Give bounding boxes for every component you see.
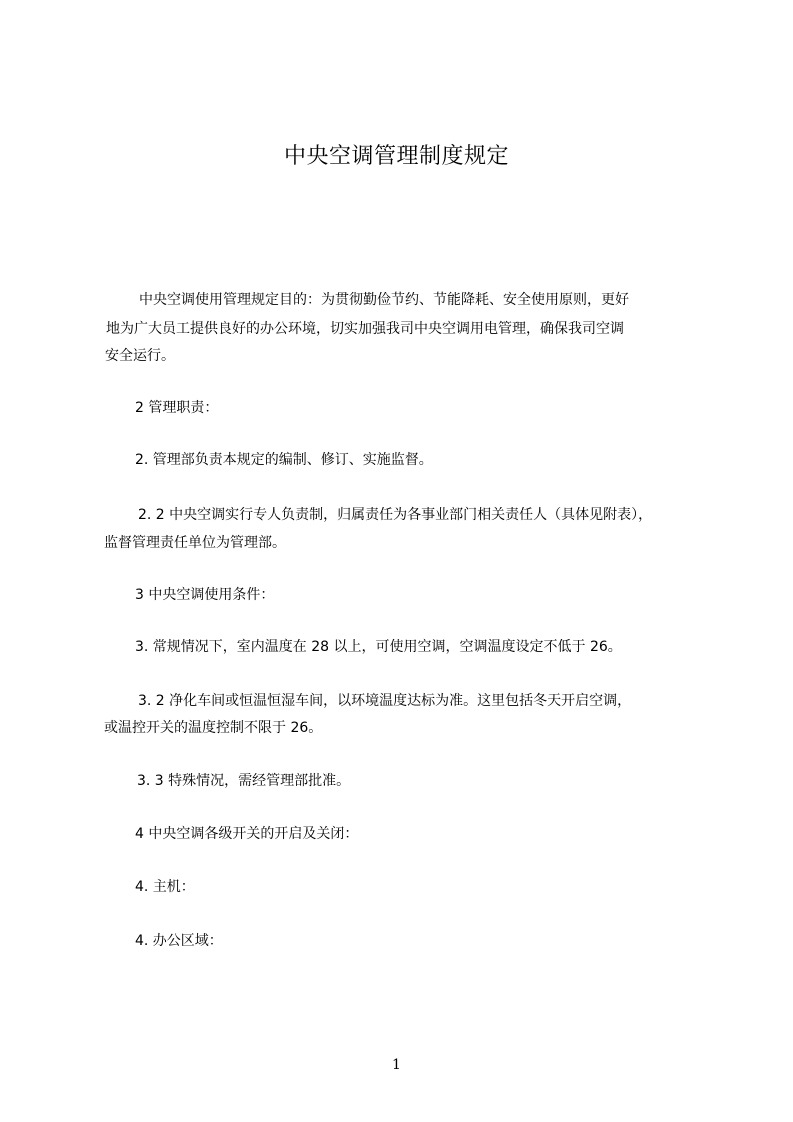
section-heading-responsibilities: 2 管理职责： <box>135 400 219 416</box>
page-number: 1 <box>392 1057 401 1073</box>
section-heading-switches: 4 中央空调各级开关的开启及关闭： <box>135 826 359 842</box>
paragraph-responsibility-2-line-2: 监督管理责任单位为管理部。 <box>104 535 286 551</box>
paragraph-condition-3: 3. 3 特殊情况，需经管理部批准。 <box>137 773 351 789</box>
paragraph-condition-2-line-1: 3. 2 净化车间或恒温恒湿车间，以环境温度达标为准。这里包括冬天开启空调， <box>138 693 632 709</box>
paragraph-condition-2-line-2: 或温控开关的温度控制不限于 26。 <box>104 720 323 736</box>
paragraph-purpose-line-1: 中央空调使用管理规定目的：为贯彻勤俭节约、节能降耗、安全使用原则，更好 <box>139 292 629 308</box>
paragraph-responsibility-1: 2. 管理部负责本规定的编制、修订、实施监督。 <box>135 452 433 468</box>
section-heading-usage-conditions: 3 中央空调使用条件： <box>135 587 275 603</box>
paragraph-purpose-line-3: 安全运行。 <box>105 348 175 364</box>
document-title: 中央空调管理制度规定 <box>283 144 509 169</box>
paragraph-responsibility-2-line-1: 2. 2 中央空调实行专人负责制，归属责任为各事业部门相关责任人（具体见附表）， <box>138 507 653 523</box>
paragraph-purpose-line-2: 地为广大员工提供良好的办公环境，切实加强我司中央空调用电管理，确保我司空调 <box>106 321 624 337</box>
paragraph-main-unit: 4. 主机： <box>135 879 195 895</box>
paragraph-condition-1: 3. 常规情况下，室内温度在 28 以上，可使用空调，空调温度设定不低于 26。 <box>135 639 622 655</box>
paragraph-office-area: 4. 办公区域： <box>135 933 223 949</box>
